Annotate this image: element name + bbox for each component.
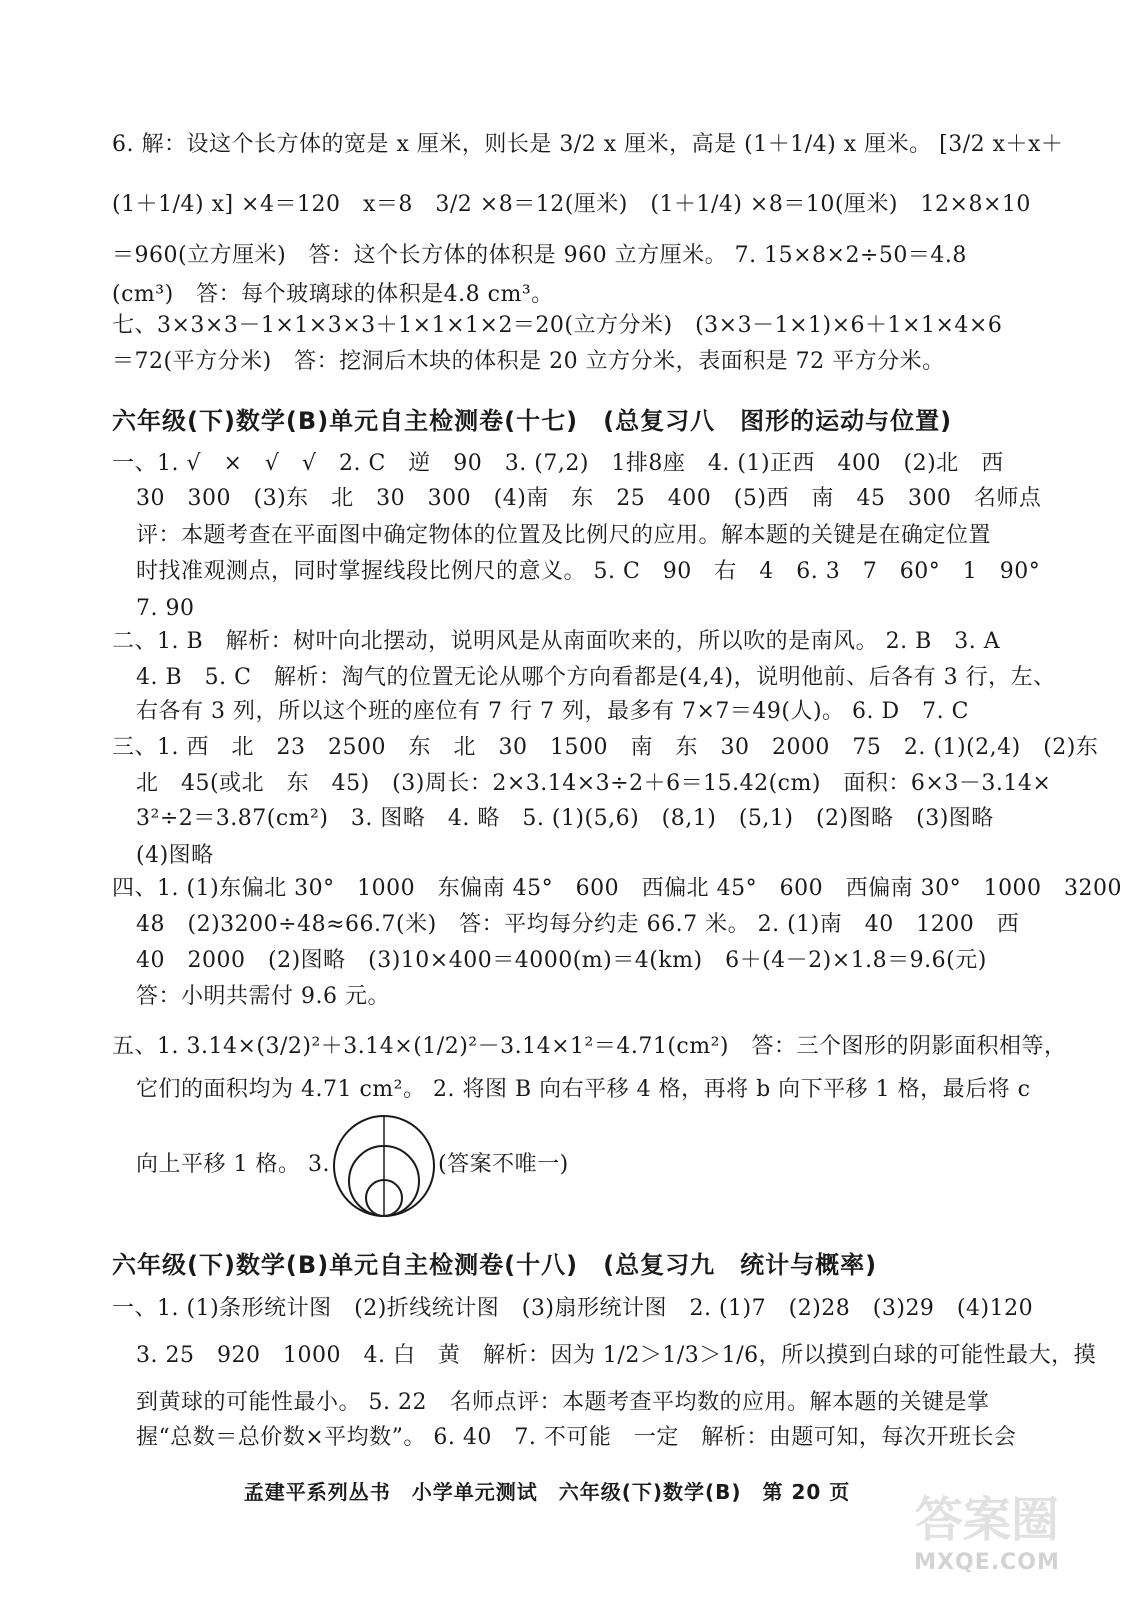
page-footer: 孟建平系列丛书 小学单元测试 六年级(下)数学(B) 第 20 页 xyxy=(243,1480,851,1504)
text-line: 握“总数＝总价数×平均数”。 6. 40 7. 不可能 一定 解析：由题可知，每次开班长会 xyxy=(136,1425,1017,1450)
text-line: 到黄球的可能性最小。 5. 22 名师点评：本题考查平均数的应用。解本题的关键是掌 xyxy=(136,1390,990,1415)
text-line: 向上平移 1 格。 3. xyxy=(136,1152,330,1177)
text-line: 时找准观测点，同时掌握线段比例尺的意义。 5. C 90 右 4 6. 3 7 60° 1 90° xyxy=(136,559,1041,584)
text-line: 七、3×3×3－1×1×3×3＋1×1×1×2＝20(立方分米) (3×3－1×1)×6＋1×1×4×6 xyxy=(112,313,1003,338)
text-line: 7. 90 xyxy=(136,596,195,621)
text-line: 北 45(或北 东 45) (3)周长：2×3.14×3÷2＋6＝15.42(cm) 面积：6×3－3.14× xyxy=(136,771,1052,796)
text-line: ＝960(立方厘米) 答：这个长方体的体积是 960 立方厘米。 7. 15×8×2÷50＝4.8 xyxy=(112,243,967,268)
text-line: ＝72(平方分米) 答：挖洞后木块的体积是 20 立方分米，表面积是 72 平方分米。 xyxy=(112,349,945,374)
text-line: 一、1. √ × √ √ 2. C 逆 90 3. (7,2) 1排8座 4. (1)正西 400 (2)北 西 xyxy=(112,451,1004,476)
text-line: 五、1. 3.14×(3/2)²＋3.14×(1/2)²－3.14×1²＝4.71(cm²) 答：三个图形的阴影面积相等， xyxy=(112,1034,1067,1059)
watermark xyxy=(892,1490,1082,1600)
text-line: 三、1. 西 北 23 2500 东 北 30 1500 南 东 30 2000 75 2. (1)(2,4) (2)东 xyxy=(112,735,1099,760)
text-line: 四、1. (1)东偏北 30° 1000 东偏南 45° 600 西偏北 45° 600 西偏南 30° 1000 3200 xyxy=(112,876,1122,901)
text-line: 3²÷2＝3.87(cm²) 3. 图略 4. 略 5. (1)(5,6) (8,1) (5,1) (2)图略 (3)图略 xyxy=(136,806,994,831)
text-line: 3. 25 920 1000 4. 白 黄 解析：因为 1/2＞1/3＞1/6，所以摸到白球的可能性最大，摸 xyxy=(136,1343,1097,1368)
section-heading: 六年级(下)数学(B)单元自主检测卷(十八) (总复习九 统计与概率) xyxy=(112,1251,878,1279)
text-line: 二、1. B 解析：树叶向北摆动，说明风是从南面吹来的，所以吹的是南风。 2. B 3. A xyxy=(112,629,1001,654)
text-line: (1＋1/4) x] ×4＝120 x＝8 3/2 ×8＝12(厘米) (1＋1/4) ×8＝10(厘米) 12×8×10 xyxy=(112,192,1031,217)
text-line: (答案不唯一) xyxy=(438,1152,569,1177)
text-line: 它们的面积均为 4.71 cm²。 2. 将图 B 向右平移 4 格，再将 b 向下平移 1 格，最后将 c xyxy=(136,1077,1031,1102)
text-line: 评：本题考查在平面图中确定物体的位置及比例尺的应用。解本题的关键是在确定位置 xyxy=(136,523,992,548)
text-line: 4. B 5. C 解析：淘气的位置无论从哪个方向看都是(4,4)，说明他前、后各有 3 行，左、 xyxy=(136,665,1056,690)
text-line: (4)图略 xyxy=(136,843,214,868)
section-heading: 六年级(下)数学(B)单元自主检测卷(十七) (总复习八 图形的运动与位置) xyxy=(112,407,953,435)
text-line: 右各有 3 列，所以这个班的座位有 7 行 7 列，最多有 7×7＝49(人)。 6. D 7. C xyxy=(136,699,969,724)
text-line: 一、1. (1)条形统计图 (2)折线统计图 (3)扇形统计图 2. (1)7 (2)28 (3)29 (4)120 xyxy=(112,1296,1034,1321)
watermark-logo: 答案圈 xyxy=(914,1492,1059,1548)
text-line: (cm³) 答：每个玻璃球的体积是4.8 cm³。 xyxy=(112,282,554,307)
text-line: 48 (2)3200÷48≈66.7(米) 答：平均每分约走 66.7 米。 2. (1)南 40 1200 西 xyxy=(136,912,1020,937)
text-line: 40 2000 (2)图略 (3)10×400＝4000(m)＝4(km) 6＋(4－2)×1.8＝9.6(元) xyxy=(136,948,987,973)
concentric-circles-figure xyxy=(328,1114,440,1218)
text-line: 6. 解：设这个长方体的宽是 x 厘米，则长是 3/2 x 厘米，高是 (1＋1/4) x 厘米。 [3/2 x＋x＋ xyxy=(112,132,1064,157)
text-line: 答：小明共需付 9.6 元。 xyxy=(136,984,390,1009)
watermark-url: MXQE.COM xyxy=(914,1550,1060,1575)
text-line: 30 300 (3)东 北 30 300 (4)南 东 25 400 (5)西 南 45 300 名师点 xyxy=(136,486,1042,511)
